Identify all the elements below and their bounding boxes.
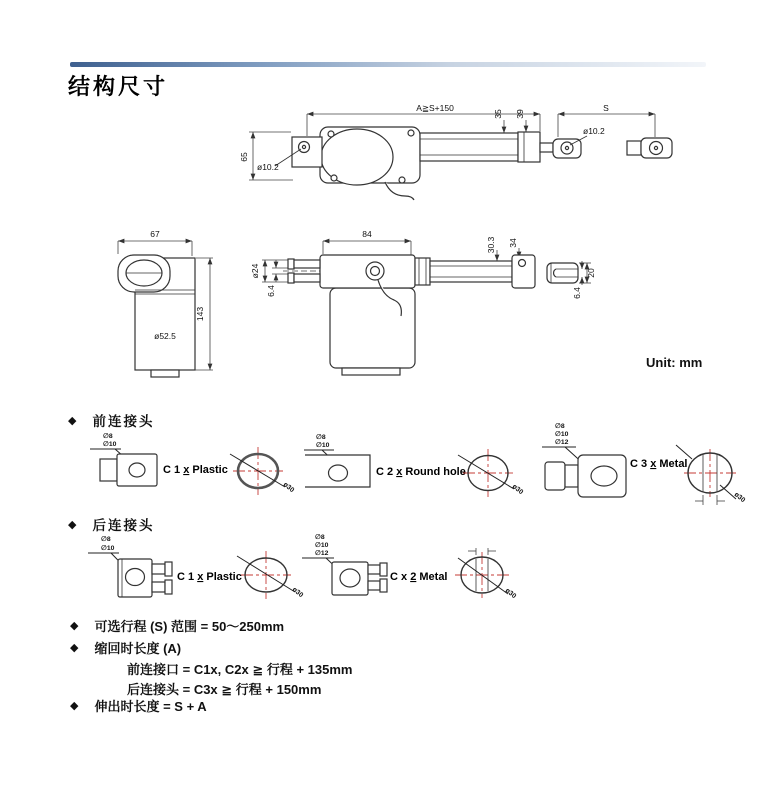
dim-tube-35: 35 <box>493 109 503 119</box>
header-gradient-bar <box>70 62 706 67</box>
section-diameter-label: ø30 <box>281 481 296 495</box>
rear-connector-cx2-metal <box>300 528 532 606</box>
hole-size-label: ∅10 <box>316 442 330 449</box>
dim-tube-34: 34 <box>508 238 518 248</box>
note-front-formula <box>127 659 352 678</box>
dim-rod-slot: 6.4 <box>572 287 582 299</box>
note-stroke-range <box>70 616 284 635</box>
note-text: 伸出时长度 = S + A <box>94 699 207 714</box>
front-connector-c1-plastic <box>85 425 295 503</box>
hole-size-label: ∅8 <box>103 433 113 440</box>
dim-width-67: 67 <box>150 229 160 239</box>
dim-stroke: S <box>603 103 609 113</box>
diamond-bullet-icon: ◆ <box>70 620 79 632</box>
hole-size-label: ∅12 <box>315 550 329 557</box>
front-connectors-title: 前连接头 <box>92 414 155 429</box>
hole-size-label: ∅8 <box>101 536 111 543</box>
dim-motor-diameter: ø52.5 <box>154 331 176 341</box>
connector-label: C x 2 Metal <box>390 571 448 583</box>
note-extended-length <box>70 696 207 715</box>
note-text: 可选行程 (S) 范围 = 50～250mm <box>94 619 285 634</box>
hole-size-label: ∅8 <box>315 534 325 541</box>
page-title: 结构尺寸 <box>68 74 169 99</box>
diamond-bullet-icon: ◆ <box>70 642 79 654</box>
note-text: 后连接头 = C3x ≧ 行程 + 150mm <box>127 682 322 697</box>
hole-size-label: ∅10 <box>101 545 115 552</box>
section-diameter-label: ø30 <box>290 586 305 600</box>
connector-label: C 2 x Round hole <box>376 466 466 478</box>
section-diameter-label: ø30 <box>732 491 747 505</box>
diamond-bullet-icon: ◆ <box>70 700 79 712</box>
hole-size-label: ∅10 <box>315 542 329 549</box>
note-text: 缩回时长度 (A) <box>94 641 182 656</box>
hole-size-label: ∅10 <box>103 441 117 448</box>
dim-front-hole: ø10.2 <box>583 126 605 136</box>
dim-fork-slot: 6.4 <box>266 285 276 297</box>
dim-body-length-84: 84 <box>362 229 372 239</box>
connector-label: C 3 x Metal <box>630 458 688 470</box>
section-diameter-label: ø30 <box>510 483 525 497</box>
hole-size-label: ∅8 <box>316 434 326 441</box>
note-retracted-length <box>70 638 181 657</box>
dim-height-65: 65 <box>239 152 249 162</box>
front-connector-c3-metal <box>540 415 770 510</box>
rear-connectors-title: 后连接头 <box>92 518 155 533</box>
diamond-bullet-icon: ◆ <box>68 518 79 531</box>
hole-size-label: ∅8 <box>555 423 565 430</box>
dim-cap-39: 39 <box>515 109 525 119</box>
actuator-side-view-drawing <box>235 100 705 215</box>
connector-label: C 1 x Plastic <box>163 464 228 476</box>
unit-label: Unit: mm <box>646 355 703 370</box>
connector-label: C 1 x Plastic <box>177 571 242 583</box>
note-text: 前连接口 = C1x, C2x ≧ 行程 + 135mm <box>127 662 353 677</box>
dim-rear-hole: ø10.2 <box>257 162 279 172</box>
dim-height-143: 143 <box>195 306 205 322</box>
actuator-top-end-view-drawing <box>95 225 635 395</box>
hole-size-label: ∅12 <box>555 439 569 446</box>
front-connector-c2-round-hole <box>300 427 525 499</box>
dim-tube-30-3: 30.3 <box>486 236 496 254</box>
dim-total-length: A≧S+150 <box>416 103 454 113</box>
section-diameter-label: ø30 <box>503 587 518 601</box>
dim-fork-diameter: ø24 <box>250 263 260 279</box>
diamond-bullet-icon: ◆ <box>68 414 79 427</box>
hole-size-label: ∅10 <box>555 431 569 438</box>
rear-connector-c1-plastic <box>85 528 305 606</box>
dim-rod-width-20: 20 <box>586 268 596 278</box>
